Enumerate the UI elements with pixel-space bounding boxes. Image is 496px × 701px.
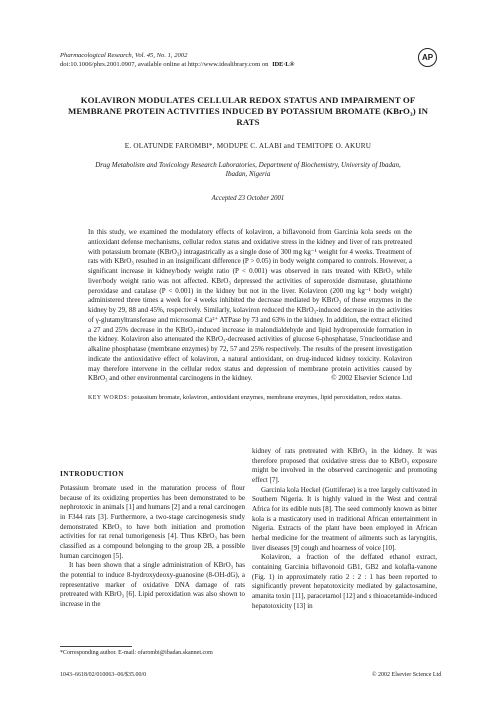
keywords-text: potassium bromate, kolaviron, antioxidant enzymes, membrane enzymes, lipid peroxidation, redox status. (131, 394, 402, 401)
right-column (252, 447, 437, 611)
publisher-logo: AP (418, 48, 437, 67)
footnote-divider (60, 646, 132, 647)
paragraph: Kolaviron, a fraction of the deffated ethanol extract, containing Garcinia biflavonoid GB1, GB2 and kolafla-vanone (Fig. 1) in approximately ratio 2 : 2 : 1 has been reported to significantly prevent hepatotoxicity mediated by galactosamine, amanita toxin [11], paracetamol [12] and s thioacetamide-induced hepatotoxicity [13] in (252, 553, 437, 610)
journal-citation: Pharmacological Research, Vol. 45, No. 1, 2002 (60, 52, 188, 59)
doi-text: doi:10.1006/phrs.2001.0907, available online at http://www.idealibrary.com on (60, 60, 269, 68)
article-title: KOLAVIRON MODULATES CELLULAR REDOX STATUS AND IMPAIRMENT OF MEMBRANE PROTEIN ACTIVITIES INDUCED BY POTASSIUM BROMATE (KBrO₃) IN RATS (67, 95, 429, 127)
section-heading-introduction: INTRODUCTION (60, 469, 124, 478)
keywords (88, 394, 412, 402)
author-list: E. OLATUNDE FAROMBI*, MODUPE C. ALABI and TEMITOPE O. AKURU (124, 142, 372, 150)
ideal-library-logo: IDE·L® (272, 60, 295, 68)
keywords-label: KEY WORDS: (88, 395, 130, 401)
footer-copyright: © 2002 Elsevier Science Ltd (372, 672, 442, 678)
abstract (88, 228, 412, 384)
doi-line (60, 61, 294, 70)
issn-code: 1043–6618/02/010063–06/$35.00/0 (60, 672, 147, 678)
abstract-text: In this study, we examined the modulatory effects of kolaviron, a biflavonoid from Garcinia kola seeds on the antioxidant defense mechanisms, cellular redox status and oxidative stress in the kidney and liver of rats pretreated with potassium bromate (KBrO₃) intragastrically as a single dose of 300 mg kg⁻¹ weight for 4 weeks. Treatment of rats with KBrO₃ resulted in an insignificant difference (P > 0.05) in body weight compared to controls. However, a significant increase in kidney/body weight ratio (P < 0.001) was observed in rats treated with KBrO₃ while liver/body weight ratio was not affected. KBrO₃ depressed the activities of superoxide dismutase, glutathione peroxidase and catalase (P < 0.001) in the kidney but not in the liver. Kolaviron (200 mg kg⁻¹ body weight) administered three times a week for 4 weeks inhibited the decrease mediated by KBrO₃ of these enzymes in the kidney by 29, 88 and 45%, respectively. Similarly, kolaviron reduced the KBrO₃-induced decrease in the activities of γ-glutamyltransferase and microsomal Ca²⁺ ATPase by 73 and 63% in the kidney. In addition, the extract elicited a 27 and 25% decrease in the KBrO₃-induced increase in malondialdehyde and lipid hydroperoxide formation in the kidney. Kolaviron also attenuated the KBrO₃-decreased activities of glucose 6-phosphatase, 5′nucleotidase and alkaline phosphatase (membrane enzymes) by 72, 57 and 25% respectively. The results of the present investigation indicate the antioxidative effect of kolaviron, a natural antioxidant, on drug-induced kidney toxicity. Kolaviron may therefore intervene in the cellular redox status and depression of membrane protein activities caused by KBrO₃ and other environmental carcinogens in the kidney. (88, 228, 412, 383)
accepted-date: Accepted 23 October 2001 (211, 195, 285, 202)
paragraph: It has been shown that a single administration of KBrO₃ has the potential to induce 8-hydroxydeoxy-guanosine (8-OH-dG), a representative marker of oxidative DNA damage of rats pretreated with KBrO₃ [6]. Lipid peroxidation was also shown to increase in the (60, 561, 245, 608)
paragraph: Garcinia kola Heckel (Guttiferae) is a tree largely cultivated in Southern Nigeria. It is highly valued in the West and central Africa for its edible nuts [8]. The seed commonly known as bitter kola is a masticatory used in traditional African entertainment in Nigeria. Extracts of the plant have been employed in African herbal medicine for the treatment of ailments such as laryngitis, liver diseases [9] cough and hoarness of voice [10]. (252, 485, 437, 552)
paragraph: kidney of rats pretreated with KBrO₃ in the kidney. It was therefore proposed that oxidative stress due to KBrO₃ exposure might be involved in the observed carcinogenic and promoting effect [7]. (252, 447, 437, 484)
author-affiliation: Drug Metabolism and Toxicology Research Laboratories, Department of Biochemistry, University of Ibadan, Ibadan, Nigeria (95, 161, 401, 179)
corresponding-author-footnote: *Corresponding author. E-mail: ofarombi@ibadan.skannet.com (60, 650, 213, 656)
left-column (60, 484, 245, 610)
paragraph: Potassium bromate used in the maturation process of flour because of its oxidizing properties has been demonstrated to be nephrotoxic in animals [1] and humans [2] and a renal carcinogen in F344 rats [3]. Furthermore, a two-stage carcinogenesis study demonstrated KBrO₃ to have both initiation and promotion activities for rat renal tumorigenesis [4]. Thus KBrO₃ has been classified as a compound belonging to the group 2B, a possible human carcinogen [5]. (60, 484, 245, 560)
abstract-copyright: © 2002 Elsevier Science Ltd (331, 374, 412, 383)
